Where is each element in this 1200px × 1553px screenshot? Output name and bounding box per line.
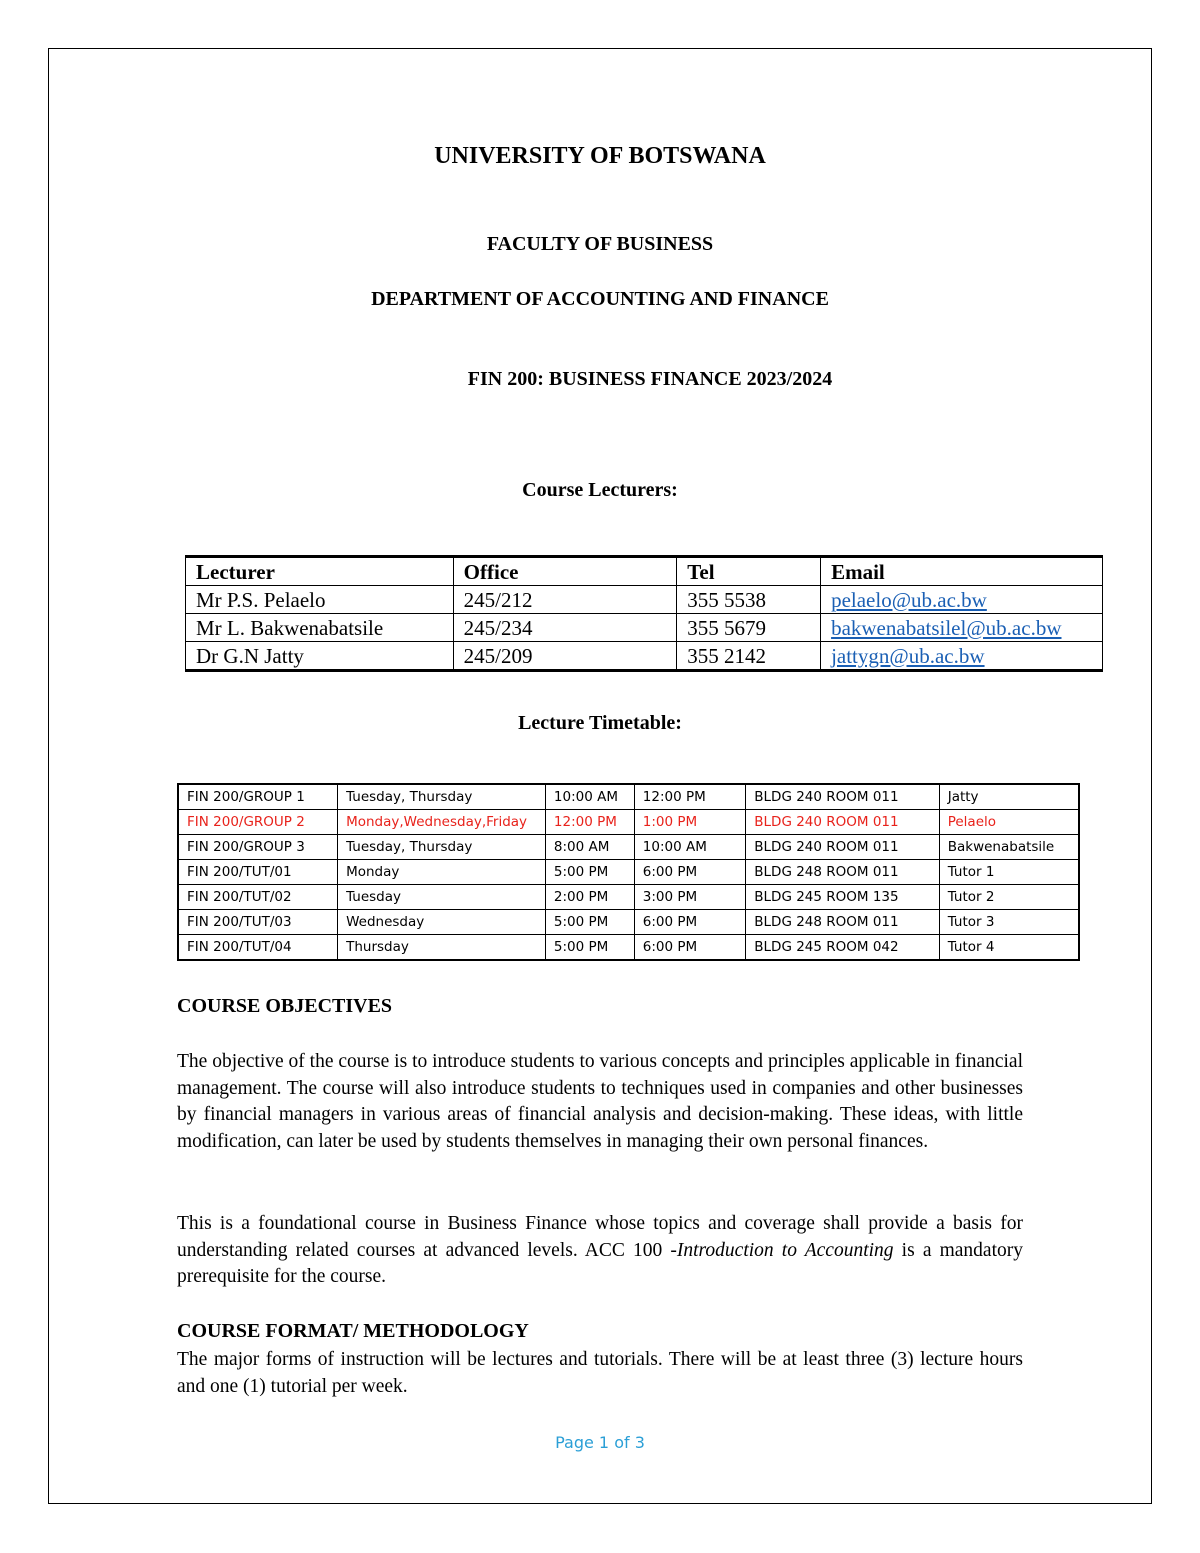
- timetable-group: FIN 200/TUT/03: [178, 910, 338, 935]
- lecturer-email-link[interactable]: bakwenabatsilel@ub.ac.bw: [831, 615, 1062, 640]
- table-row: [178, 810, 1079, 835]
- lecturer-email-cell: [821, 586, 1103, 614]
- lecturer-email-cell: [821, 614, 1103, 642]
- table-row: [186, 614, 1103, 642]
- timetable-start: 5:00 PM: [545, 860, 634, 885]
- timetable-start: 12:00 PM: [545, 810, 634, 835]
- table-row: [178, 885, 1079, 910]
- column-header: Tel: [677, 557, 821, 586]
- timetable-days: Tuesday, Thursday: [338, 784, 546, 810]
- timetable-venue: BLDG 245 ROOM 042: [746, 935, 939, 961]
- page-number: Page 1 of 3: [555, 1433, 645, 1452]
- timetable-venue: BLDG 248 ROOM 011: [746, 860, 939, 885]
- timetable-venue: BLDG 245 ROOM 135: [746, 885, 939, 910]
- university-title: UNIVERSITY OF BOTSWANA: [434, 143, 766, 169]
- table-row: [186, 586, 1103, 614]
- timetable-lecturer: Jatty: [939, 784, 1079, 810]
- lecturer-name: Dr G.N Jatty: [186, 642, 454, 671]
- timetable-venue: BLDG 248 ROOM 011: [746, 910, 939, 935]
- timetable-end: 12:00 PM: [634, 784, 745, 810]
- lecturer-tel: 355 5679: [677, 614, 821, 642]
- timetable-end: 1:00 PM: [634, 810, 745, 835]
- timetable-days: Tuesday, Thursday: [338, 835, 546, 860]
- department-title: DEPARTMENT OF ACCOUNTING AND FINANCE: [371, 288, 829, 310]
- format-paragraph: The major forms of instruction will be lectures and tutorials. There will be at least three (3) lecture hours and one (1) tutorial per week.: [177, 1349, 1023, 1397]
- course-title: FIN 200: BUSINESS FINANCE 2023/2024: [467, 368, 833, 390]
- timetable-group: FIN 200/GROUP 3: [178, 835, 338, 860]
- timetable-group: FIN 200/TUT/04: [178, 935, 338, 961]
- lecturer-name: Mr L. Bakwenabatsile: [186, 614, 454, 642]
- lecturer-tel: 355 2142: [677, 642, 821, 671]
- table-row: [186, 642, 1103, 671]
- lecturer-email-link[interactable]: pelaelo@ub.ac.bw: [831, 587, 987, 612]
- lecturer-office: 245/234: [453, 614, 677, 642]
- timetable-start: 5:00 PM: [545, 935, 634, 961]
- timetable-end: 10:00 AM: [634, 835, 745, 860]
- timetable-start: 5:00 PM: [545, 910, 634, 935]
- objectives-paragraph-2-start: This is a foundational course in Business Finance whose topics and coverage shall provide a basis for understanding related courses at advanced levels. ACC 100 -: [177, 1213, 1023, 1261]
- objectives-paragraph-2-italic: Introduction to Accounting: [676, 1239, 894, 1261]
- column-header: Lecturer: [186, 557, 454, 586]
- lecturer-email-cell: [821, 642, 1103, 671]
- timetable-group: FIN 200/GROUP 1: [178, 784, 338, 810]
- table-row: [178, 935, 1079, 961]
- timetable-days: Thursday: [338, 935, 546, 961]
- lecturer-tel: 355 5538: [677, 586, 821, 614]
- lecturers-table: [185, 555, 1103, 672]
- timetable-lecturer: Bakwenabatsile: [939, 835, 1079, 860]
- timetable-table: [177, 783, 1080, 961]
- timetable-end: 6:00 PM: [634, 910, 745, 935]
- objectives-paragraph-2: [177, 1211, 1023, 1291]
- timetable-lecturer: Tutor 4: [939, 935, 1079, 961]
- timetable-days: Monday: [338, 860, 546, 885]
- timetable-lecturer: Tutor 2: [939, 885, 1079, 910]
- lecturer-email-link[interactable]: jattygn@ub.ac.bw: [831, 643, 985, 668]
- timetable-heading: Lecture Timetable:: [518, 712, 682, 734]
- timetable-venue: BLDG 240 ROOM 011: [746, 810, 939, 835]
- column-header: Office: [453, 557, 677, 586]
- timetable-start: 8:00 AM: [545, 835, 634, 860]
- timetable-end: 6:00 PM: [634, 860, 745, 885]
- lecturer-office: 245/209: [453, 642, 677, 671]
- timetable-days: Tuesday: [338, 885, 546, 910]
- timetable-lecturer: Tutor 3: [939, 910, 1079, 935]
- timetable-group: FIN 200/TUT/01: [178, 860, 338, 885]
- objectives-paragraph-1: The objective of the course is to introduce students to various concepts and principles applicable in financial management. The course will also introduce students to techniques used in companies and other businesses by financial managers in various areas of financial analysis and decision-making. These ideas, with little modification, can later be used by students themselves in managing their own personal finances.: [177, 1051, 1023, 1152]
- timetable-group: FIN 200/GROUP 2: [178, 810, 338, 835]
- timetable-lecturer: Pelaelo: [939, 810, 1079, 835]
- format-heading: COURSE FORMAT/ METHODOLOGY: [177, 1320, 529, 1342]
- table-row: [178, 784, 1079, 810]
- table-row: [178, 835, 1079, 860]
- objectives-paragraph-2-end: is a mandatory prerequisite for the course.: [177, 1239, 1023, 1287]
- column-header: Email: [821, 557, 1103, 586]
- timetable-venue: BLDG 240 ROOM 011: [746, 784, 939, 810]
- lecturer-name: Mr P.S. Pelaelo: [186, 586, 454, 614]
- lecturer-office: 245/212: [453, 586, 677, 614]
- timetable-days: Monday,Wednesday,Friday: [338, 810, 546, 835]
- timetable-days: Wednesday: [338, 910, 546, 935]
- timetable-end: 3:00 PM: [634, 885, 745, 910]
- timetable-start: 2:00 PM: [545, 885, 634, 910]
- timetable-venue: BLDG 240 ROOM 011: [746, 835, 939, 860]
- timetable-lecturer: Tutor 1: [939, 860, 1079, 885]
- timetable-group: FIN 200/TUT/02: [178, 885, 338, 910]
- timetable-start: 10:00 AM: [545, 784, 634, 810]
- lecturers-heading: Course Lecturers:: [522, 479, 678, 501]
- table-row: [178, 860, 1079, 885]
- table-header-row: [186, 557, 1103, 586]
- faculty-title: FACULTY OF BUSINESS: [486, 233, 714, 255]
- timetable-end: 6:00 PM: [634, 935, 745, 961]
- objectives-heading: COURSE OBJECTIVES: [177, 995, 393, 1017]
- table-row: [178, 910, 1079, 935]
